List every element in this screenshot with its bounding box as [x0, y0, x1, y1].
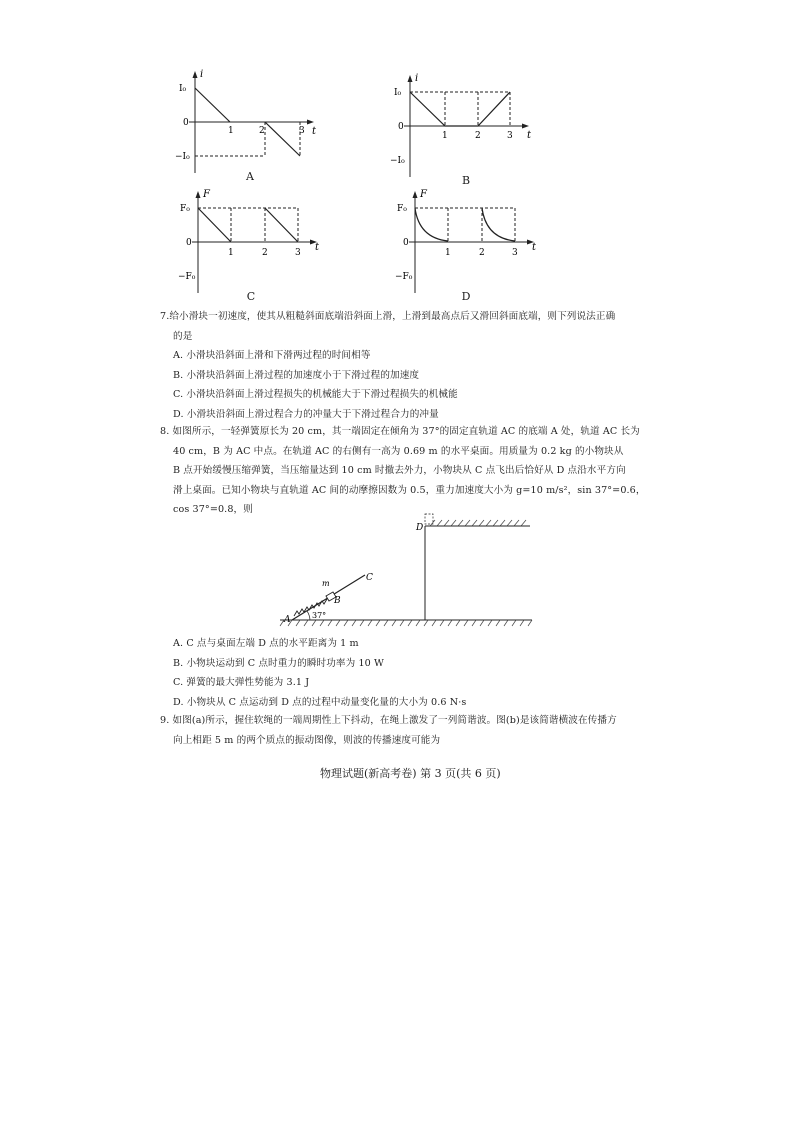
tick-1: 1 — [228, 126, 234, 136]
tick-1: 1 — [445, 248, 451, 258]
tick-1: 1 — [228, 248, 234, 258]
question-9 — [160, 711, 630, 750]
zero-label: 0 — [403, 238, 409, 248]
tick-1: 1 — [442, 131, 448, 141]
q9-stem-line-2: 向上相距 5 m 的两个质点的振动图像，则波的传播速度可能为 — [173, 734, 441, 746]
zero-label: 0 — [186, 238, 192, 248]
graph-b-caption: B — [461, 174, 471, 187]
pos-label: F₀ — [397, 204, 407, 214]
q8-option-b: B. 小物块运动到 C 点时重力的瞬时功率为 10 W — [173, 657, 384, 669]
graph-b-svg — [390, 72, 550, 182]
q8-figure — [270, 510, 540, 635]
label-angle: 37° — [312, 611, 327, 620]
curve-seg-1 — [198, 208, 231, 242]
neg-label: −I₀ — [390, 156, 405, 166]
q8-figure-svg — [270, 510, 540, 635]
q8-stem-line-4: 滑上桌面。已知小物块与直轨道 AC 间的动摩擦因数为 0.5，重力加速度大小为 g=10 m/s²，sin 37°=0.6， — [173, 484, 646, 496]
x-axis-arrow — [522, 124, 529, 129]
ylabel: i — [415, 73, 419, 84]
pos-label: I₀ — [179, 84, 187, 94]
table-hatch — [430, 520, 526, 526]
label-b: B — [334, 596, 341, 606]
curve-seg-2 — [482, 208, 515, 241]
block-at-d — [425, 514, 433, 524]
zero-label: 0 — [183, 118, 189, 128]
q7-option-a: A. 小滑块沿斜面上滑和下滑两过程的时间相等 — [173, 350, 371, 361]
xlabel: t — [312, 126, 317, 137]
angle-arc — [307, 611, 310, 620]
q7-option-c: C. 小滑块沿斜面上滑过程损失的机械能大于下滑过程损失的机械能 — [173, 389, 458, 400]
page-footer: 物理试题(新高考卷) 第 3 页(共 6 页) — [320, 767, 501, 780]
q7-option-d: D. 小滑块沿斜面上滑过程合力的冲量大于下滑过程合力的冲量 — [173, 408, 439, 420]
question-8-options — [160, 634, 630, 712]
q8-option-d: D. 小物块从 C 点运动到 D 点的过程中动量变化量的大小为 0.6 N·s — [173, 696, 467, 708]
ylabel: F — [420, 189, 427, 200]
graph-a-caption: A — [246, 170, 254, 183]
graph-d-svg — [395, 188, 555, 298]
q8-stem-line-5: cos 37°=0.8，则 — [173, 504, 253, 515]
xlabel: t — [532, 242, 537, 253]
y-axis-arrow — [196, 191, 201, 198]
question-8 — [160, 422, 646, 520]
label-c: C — [366, 573, 373, 583]
neg-label: −I₀ — [175, 152, 190, 162]
tick-3: 3 — [295, 248, 301, 258]
tick-2: 2 — [479, 248, 485, 258]
pos-label: I₀ — [394, 88, 402, 98]
q8-option-a: A. C 点与桌面左端 D 点的水平距离为 1 m — [173, 638, 359, 649]
label-m: m — [322, 579, 330, 588]
ylabel: F — [203, 189, 210, 200]
graph-c-svg — [178, 188, 338, 298]
y-axis-arrow — [413, 191, 418, 198]
curve-seg-1 — [195, 88, 230, 122]
curve-seg-2 — [265, 208, 298, 242]
graph-a — [175, 68, 335, 178]
q8-stem-line-3: B 点开始缓慢压缩弹簧，当压缩量达到 10 cm 时撤去外力，小物块从 C 点飞出后恰好从 D 点沿水平方向 — [173, 465, 626, 476]
q7-stem-line-2: 的是 — [173, 330, 193, 342]
graph-a-svg — [175, 68, 335, 178]
y-axis-arrow — [408, 75, 413, 82]
tick-3: 3 — [299, 126, 305, 136]
neg-label: −F₀ — [395, 272, 413, 282]
y-axis-arrow — [193, 71, 198, 78]
curve — [410, 92, 510, 126]
q8-stem-line-1: 8. 如图所示，一轻弹簧原长为 20 cm，其一端固定在倾角为 37°的固定直轨道 AC 的底端 A 处，轨道 AC 长为 — [160, 426, 640, 437]
graph-c-caption: C — [246, 290, 256, 303]
graph-d-caption: D — [461, 290, 471, 303]
zero-label: 0 — [398, 122, 404, 132]
tick-2: 2 — [262, 248, 268, 258]
graph-b — [390, 72, 550, 182]
q7-option-b: B. 小滑块沿斜面上滑过程的加速度小于下滑过程的加速度 — [173, 369, 420, 381]
tick-3: 3 — [507, 131, 513, 141]
xlabel: t — [527, 130, 532, 141]
q8-option-c: C. 弹簧的最大弹性势能为 3.1 J — [173, 677, 310, 688]
curve-seg-2 — [265, 122, 300, 156]
x-axis-arrow — [307, 120, 314, 125]
pos-label: F₀ — [180, 204, 190, 214]
label-d: D — [416, 523, 424, 533]
graph-d — [395, 188, 555, 298]
q7-stem-line-1: 7.给小滑块一初速度，使其从粗糙斜面底端沿斜面上滑，上滑到最高点后又滑回斜面底端，则下列说法正确 — [160, 311, 616, 322]
tick-2: 2 — [475, 131, 481, 141]
graph-c — [178, 188, 338, 298]
label-a: A — [284, 615, 291, 625]
ground-hatch — [280, 620, 532, 626]
q8-stem-line-2: 40 cm，B 为 AC 中点。在轨道 AC 的右侧有一高为 0.69 m 的水平桌面。用质量为 0.2 kg 的小物块从 — [173, 445, 624, 457]
ylabel: i — [200, 69, 204, 80]
neg-label: −F₀ — [178, 272, 196, 282]
question-7 — [160, 307, 630, 424]
tick-2: 2 — [259, 126, 265, 136]
tick-3: 3 — [512, 248, 518, 258]
xlabel: t — [315, 242, 320, 253]
curve-seg-1 — [415, 208, 448, 241]
q9-stem-line-1: 9. 如图(a)所示，握住软绳的一端周期性上下抖动，在绳上激发了一列简谐波。图(b)是该简谐横波在传播方 — [160, 715, 617, 726]
